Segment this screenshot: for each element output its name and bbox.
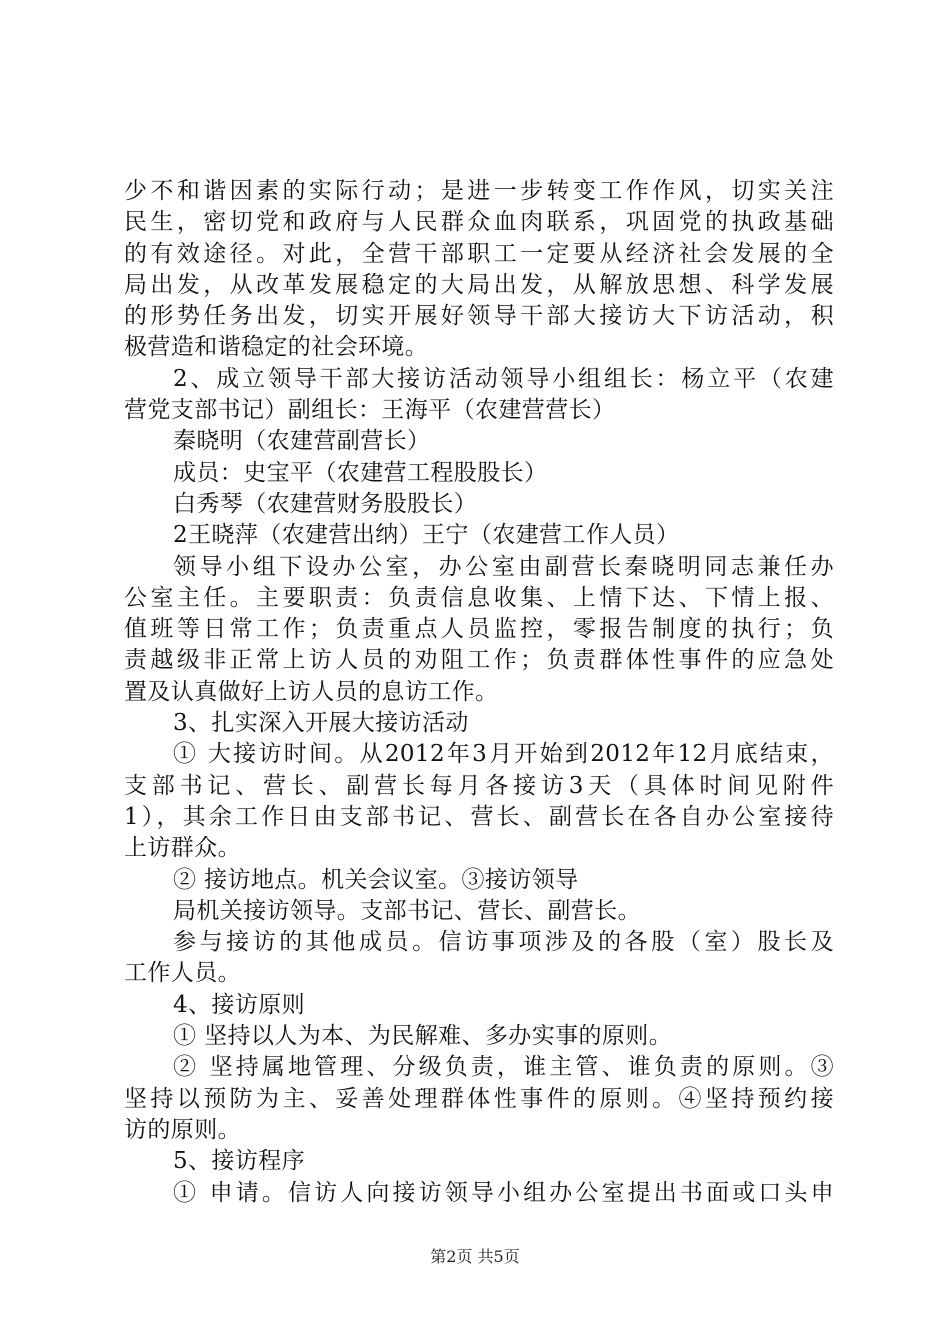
text-line: ① 大接访时间。从2012年3月开始到2012年12月底结束，: [173, 741, 834, 768]
text-line: 的有效途径。对此，全营干部职工一定要从经济社会发展的全: [124, 240, 834, 267]
text-line: 2、成立领导干部大接访活动领导小组组长：杨立平（农建: [173, 365, 834, 392]
text-line: 1），其余工作日由支部书记、营长、副营长在各自办公室接待: [124, 803, 834, 830]
text-line: 工作人员。: [124, 960, 241, 987]
text-line: 极营造和谐稳定的社会环境。: [124, 334, 429, 361]
text-line: 营党支部书记）副组长：王海平（农建营营长）: [124, 397, 616, 424]
text-line: 局出发，从改革发展稳定的大局出发，从解放思想、科学发展: [124, 271, 834, 298]
text-line: ② 坚持属地管理、分级负责，谁主管、谁负责的原则。③: [173, 1054, 834, 1081]
text-line: 5、接访程序: [173, 1148, 306, 1175]
text-line: 坚持以预防为主、妥善处理群体性事件的原则。④坚持预约接: [124, 1085, 834, 1112]
text-line: 置及认真做好上访人员的息访工作。: [124, 678, 499, 705]
text-line: 支部书记、营长、副营长每月各接访3天（具体时间见附件: [124, 772, 834, 799]
text-line: ② 接访地点。机关会议室。③接访领导: [173, 866, 579, 893]
page-footer: 第2页 共5页: [430, 1247, 520, 1266]
text-line: 值班等日常工作；负责重点人员监控，零报告制度的执行；负: [124, 616, 834, 643]
text-line: 的形势任务出发，切实开展好领导干部大接访大下访活动，积: [124, 303, 834, 330]
text-line: 2王晓萍（农建营出纳）王宁（农建营工作人员）: [173, 522, 680, 549]
text-line: 访的原则。: [124, 1116, 241, 1143]
text-line: 少不和谐因素的实际行动；是进一步转变工作作风，切实关注: [124, 178, 834, 204]
text-line: 上访群众。: [124, 835, 241, 862]
text-line: ① 坚持以人为本、为民解难、多办实事的原则。: [173, 1023, 673, 1050]
text-line: 4、接访原则: [173, 991, 306, 1018]
text-line: 秦晓明（农建营副营长）: [173, 428, 431, 455]
text-line: 成员：史宝平（农建营工程股股长）: [173, 459, 548, 486]
text-line: ① 申请。信访人向接访领导小组办公室提出书面或口头申: [173, 1179, 834, 1206]
document-body: [124, 176, 834, 1209]
text-line: 责越级非正常上访人员的劝阻工作；负责群体性事件的应急处: [124, 647, 834, 674]
text-line: 局机关接访领导。支部书记、营长、副营长。: [173, 897, 641, 924]
text-line: 参与接访的其他成员。信访事项涉及的各股（室）股长及: [173, 929, 834, 956]
text-line: 3、扎实深入开展大接访活动: [173, 710, 469, 737]
text-line: 公室主任。主要职责：负责信息收集、上情下达、下情上报、: [124, 584, 834, 611]
text-line: 白秀琴（农建营财务股股长）: [173, 490, 478, 517]
text-line: 领导小组下设办公室，办公室由副营长秦晓明同志兼任办: [173, 553, 834, 580]
text-line: 民生，密切党和政府与人民群众血肉联系，巩固党的执政基础: [124, 209, 834, 236]
